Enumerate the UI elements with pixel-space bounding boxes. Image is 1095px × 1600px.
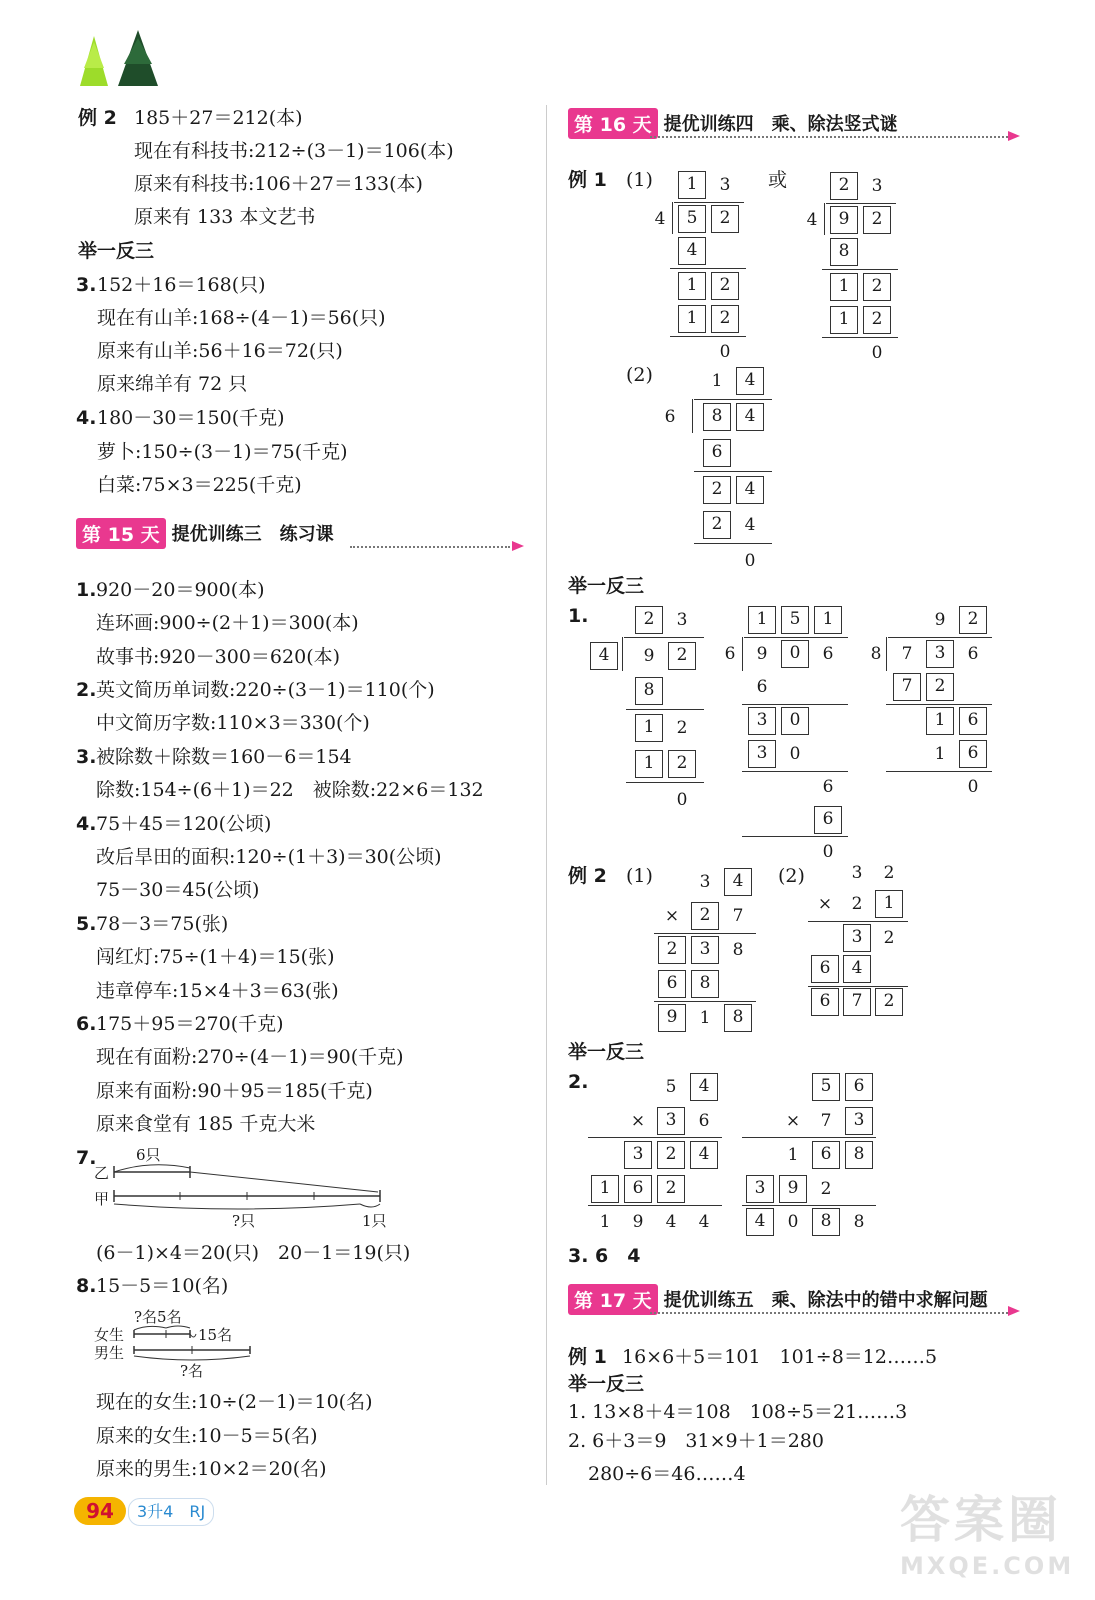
digit-box: 2: [863, 306, 891, 334]
text-line: 185＋27＝212(本): [134, 107, 303, 129]
digit: 6: [664, 407, 676, 427]
digit: 3: [719, 175, 731, 195]
digit-box: 3: [624, 1141, 652, 1169]
times-sign: ×: [664, 906, 680, 926]
text-line: 现在的女生:10÷(2－1)＝10(名): [96, 1391, 373, 1413]
digit-box: 2: [926, 673, 954, 701]
digit: 4: [744, 515, 756, 535]
digit-box: 4: [736, 403, 764, 431]
division-bar: [888, 637, 992, 638]
text-line: 被除数＋除数＝160－6＝154: [96, 746, 352, 768]
division-bracket: [672, 202, 673, 234]
diagram-label: ?只: [232, 1212, 256, 1230]
digit: 6: [822, 644, 834, 664]
digit-box: 2: [657, 1141, 685, 1169]
header-rule: [650, 136, 1008, 138]
division-bar: [826, 203, 896, 204]
text-line: 除数:154÷(6＋1)＝22 被除数:22×6＝132: [96, 779, 484, 801]
section-title: 提优训练三 练习课: [171, 524, 334, 545]
question-number: 1.: [76, 579, 97, 601]
digit: 4: [698, 1212, 710, 1232]
multiplication-line: [654, 1001, 756, 1002]
digit: 0: [789, 744, 801, 764]
text-line: 闯红灯:75÷(1＋4)＝15(张): [96, 946, 335, 968]
grade-label: 3升4 RJ: [128, 1498, 214, 1526]
digit-box: 1: [875, 890, 903, 918]
text-line: 原来有 133 本文艺书: [134, 206, 316, 228]
multiplication-line: [588, 1137, 722, 1138]
digit-box: 1: [814, 606, 842, 634]
digit-box: 2: [863, 273, 891, 301]
digit-box: 1: [678, 171, 706, 199]
digit-box: 6: [658, 970, 686, 998]
digit-box: 3: [748, 707, 776, 735]
digit-box: 2: [668, 750, 696, 778]
digit: 7: [732, 906, 744, 926]
digit: 1: [599, 1212, 611, 1232]
digit-box: 9: [779, 1175, 807, 1203]
digit: 1: [934, 744, 946, 764]
text-line: 2. 6＋3＝9 31×9＋1＝280: [568, 1430, 824, 1452]
digit-box: 1: [635, 750, 663, 778]
subtraction-line: [626, 709, 704, 710]
digit-box: 0: [781, 640, 809, 668]
digit: 6: [822, 777, 834, 797]
diagram-label: 甲: [94, 1190, 110, 1208]
digit-box: 8: [724, 1004, 752, 1032]
digit-box: 4: [736, 367, 764, 395]
times-sign: ×: [785, 1111, 801, 1131]
tree-icon: [76, 28, 166, 90]
digit-box: 2: [959, 606, 987, 634]
digit: 1: [699, 1008, 711, 1028]
subtraction-line: [742, 771, 848, 772]
diagram-label: ?名5名: [134, 1308, 182, 1326]
digit: 8: [870, 644, 882, 664]
text-line: 违章停车:15×4＋3＝63(张): [96, 980, 339, 1002]
digit: 9: [643, 646, 655, 666]
digit-box: 6: [959, 707, 987, 735]
digit: 2: [851, 894, 863, 914]
text-line: 中文简历字数:110×3＝330(个): [96, 712, 370, 734]
question-number: 2.: [568, 1071, 589, 1093]
digit-box: 0: [781, 707, 809, 735]
diagram-label: 乙: [94, 1164, 110, 1182]
digit-box: 4: [746, 1208, 774, 1236]
digit: 0: [822, 842, 834, 862]
digit-box: 3: [926, 640, 954, 668]
diagram-label: 15名: [198, 1326, 233, 1344]
digit-box: 9: [658, 1004, 686, 1032]
digit: 4: [806, 210, 818, 230]
multiplication-line: [808, 921, 908, 922]
question-number: 4.: [76, 813, 97, 835]
text-line: 152＋16＝168(只): [97, 274, 266, 296]
text-line: 280÷6＝46……4: [588, 1463, 746, 1485]
digit-box: 2: [711, 305, 739, 333]
digit-box: 5: [781, 606, 809, 634]
day-badge: 第 17 天: [568, 1284, 658, 1315]
text-line: 原来有科技书:106＋27＝133(本): [134, 173, 423, 195]
question-number: 7.: [76, 1147, 97, 1169]
text-line: 原来有山羊:56＋16＝72(只): [97, 340, 343, 362]
question-number: 8.: [76, 1275, 97, 1297]
digit-box: 8: [845, 1141, 873, 1169]
digit-box: 2: [711, 272, 739, 300]
question-number: 5.: [76, 913, 97, 935]
digit-box: 1: [748, 606, 776, 634]
text-line: (6－1)×4＝20(只) 20－1＝19(只): [96, 1242, 411, 1264]
division-bar: [744, 637, 848, 638]
digit-box: 3: [748, 740, 776, 768]
digit-box: 4: [724, 868, 752, 896]
day-badge: 第 16 天: [568, 108, 658, 139]
digit: 7: [820, 1111, 832, 1131]
digit: 2: [883, 863, 895, 883]
division-bracket: [824, 203, 825, 235]
digit-box: 1: [678, 272, 706, 300]
multiplication-line: [742, 1205, 876, 1206]
digit: 3: [851, 863, 863, 883]
text-line: 现在有山羊:168÷(4－1)＝56(只): [97, 307, 386, 329]
text-line: 175＋95＝270(千克): [96, 1013, 284, 1035]
division-bar: [674, 202, 744, 203]
digit: 2: [676, 718, 688, 738]
question-number: 1.: [568, 605, 589, 627]
digit-box: 4: [843, 955, 871, 983]
digit: 8: [732, 940, 744, 960]
question-number: 3.: [76, 274, 97, 296]
times-sign: ×: [817, 894, 833, 914]
division-bar: [694, 399, 772, 400]
example-2-label: 例 2: [78, 107, 117, 129]
text-line: 原来有面粉:90＋95＝185(千克): [96, 1080, 373, 1102]
day-16-header: [568, 108, 898, 138]
question-number: 6.: [76, 1013, 97, 1035]
digit-box: 2: [635, 606, 663, 634]
digit-box: 2: [711, 205, 739, 233]
digit: 0: [967, 777, 979, 797]
day-17-header: [568, 1284, 988, 1314]
digit-box: 6: [703, 439, 731, 467]
multiplication-line: [588, 1205, 722, 1206]
digit-box: 6: [814, 806, 842, 834]
digit: 0: [676, 790, 688, 810]
digit: 6: [698, 1111, 710, 1131]
digit: 9: [632, 1212, 644, 1232]
subtraction-line: [742, 704, 848, 705]
page-number: 94: [74, 1497, 126, 1525]
digit-box: 1: [678, 305, 706, 333]
digit-box: 8: [812, 1208, 840, 1236]
digit-box: 1: [830, 306, 858, 334]
part-label: (1): [626, 169, 653, 191]
digit-box: 7: [893, 673, 921, 701]
section-title: 提优训练五 乘、除法中的错中求解问题: [663, 1290, 988, 1311]
text-line: 改后旱田的面积:120÷(1＋3)＝30(公顷): [96, 846, 442, 868]
digit-box: 2: [668, 642, 696, 670]
text-line: 1. 13×8＋4＝108 108÷5＝21……3: [568, 1401, 908, 1423]
digit-box: 7: [843, 988, 871, 1016]
subtraction-line: [694, 543, 772, 544]
times-sign: ×: [630, 1111, 646, 1131]
digit-box: 2: [703, 511, 731, 539]
text-line: 原来绵羊有 72 只: [97, 373, 248, 395]
digit-box: 3: [746, 1175, 774, 1203]
multiplication-line: [654, 933, 756, 934]
header-rule: [350, 546, 510, 548]
digit: 2: [883, 928, 895, 948]
digit: 5: [665, 1077, 677, 1097]
digit-box: 4: [590, 642, 618, 670]
text-line: 故事书:920－300＝620(本): [96, 646, 341, 668]
subtraction-line: [886, 771, 992, 772]
question-number: 4.: [76, 407, 97, 429]
digit: 1: [787, 1145, 799, 1165]
diagram-label: 男生: [94, 1344, 125, 1362]
diagram-label: 女生: [94, 1326, 125, 1344]
text-line: 920－20＝900(本): [96, 579, 265, 601]
subtraction-line: [626, 782, 704, 783]
subtraction-line: [694, 471, 772, 472]
division-bar: [624, 637, 704, 638]
text-line: 180－30＝150(千克): [97, 407, 285, 429]
text-line: 78－3＝75(张): [96, 913, 229, 935]
header-rule: [650, 1312, 1008, 1314]
section-heading: 举一反三: [78, 240, 155, 262]
digit: 0: [871, 343, 883, 363]
digit-box: 6: [812, 1141, 840, 1169]
digit-box: 3: [657, 1107, 685, 1135]
subtraction-line: [742, 836, 848, 837]
line-segment-diagram: [130, 1322, 260, 1364]
digit: 3: [676, 610, 688, 630]
digit-box: 6: [845, 1073, 873, 1101]
text-line: 萝卜:150÷(3－1)＝75(千克): [97, 441, 348, 463]
text-line: 16×6＋5＝101 101÷8＝12……5: [622, 1346, 938, 1368]
day-15-header: [76, 518, 334, 548]
question-number: 2.: [76, 679, 97, 701]
division-bracket: [742, 637, 743, 671]
section-title: 提优训练四 乘、除法竖式谜: [663, 114, 898, 135]
digit-box: 1: [591, 1175, 619, 1203]
digit: 6: [724, 644, 736, 664]
subtraction-line: [670, 268, 746, 269]
text-line: 现在有科技书:212÷(3－1)＝106(本): [134, 140, 454, 162]
example-1-label: 例 1: [568, 1346, 607, 1368]
digit: 6: [756, 677, 768, 697]
digit: 3: [699, 872, 711, 892]
text-line: 白菜:75×3＝225(千克): [97, 474, 302, 496]
line-segment-diagram: [110, 1160, 390, 1215]
part-label: (2): [778, 865, 805, 887]
subtraction-line: [670, 336, 746, 337]
watermark-text: 答案圈: [900, 1491, 1062, 1549]
text-line: 原来食堂有 185 千克大米: [96, 1113, 316, 1135]
digit-box: 2: [658, 936, 686, 964]
watermark-url: MXQE.COM: [900, 1552, 1075, 1580]
digit-box: 4: [736, 476, 764, 504]
text-line: 75＋45＝120(公顷): [96, 813, 272, 835]
section-heading: 举一反三: [568, 575, 645, 597]
digit-box: 6: [811, 988, 839, 1016]
digit: 1: [711, 371, 723, 391]
diagram-label: 6只: [136, 1146, 161, 1164]
digit: 9: [934, 610, 946, 630]
watermark: [900, 1480, 1075, 1590]
diagram-label: 1只: [362, 1212, 387, 1230]
text-line: 15－5＝10(名): [96, 1275, 229, 1297]
text-line: 现在有面粉:270÷(4－1)＝90(千克): [96, 1046, 404, 1068]
digit: 0: [787, 1212, 799, 1232]
digit: 2: [820, 1179, 832, 1199]
digit-box: 2: [657, 1175, 685, 1203]
division-bracket: [622, 637, 623, 671]
digit: 4: [665, 1212, 677, 1232]
section-heading: 举一反三: [568, 1373, 645, 1395]
digit: 6: [967, 644, 979, 664]
digit: 0: [719, 342, 731, 362]
part-label: (1): [626, 865, 653, 887]
example-2-label: 例 2: [568, 865, 607, 887]
digit-box: 5: [678, 205, 706, 233]
multiplication-line: [742, 1137, 876, 1138]
digit-box: 3: [691, 936, 719, 964]
diagram-label: ?名: [180, 1362, 204, 1380]
digit: 9: [756, 644, 768, 664]
question-number: 3.: [76, 746, 97, 768]
digit-box: 8: [691, 970, 719, 998]
digit-box: 2: [875, 988, 903, 1016]
arrow-icon: [1008, 1306, 1020, 1316]
example-1-label: 例 1: [568, 169, 607, 191]
section-heading: 举一反三: [568, 1041, 645, 1063]
digit-box: 2: [691, 902, 719, 930]
digit: 0: [744, 551, 756, 571]
text-line: 原来的女生:10－5＝5(名): [96, 1425, 318, 1447]
digit-box: 4: [690, 1141, 718, 1169]
digit-box: 4: [690, 1073, 718, 1101]
digit-box: 6: [959, 740, 987, 768]
digit-box: 8: [635, 677, 663, 705]
text-line: 75－30＝45(公顷): [96, 879, 260, 901]
digit-box: 6: [811, 955, 839, 983]
digit-box: 2: [703, 476, 731, 504]
answer-line: 3. 6 4: [568, 1245, 641, 1267]
division-bracket: [886, 637, 887, 671]
digit-box: 4: [678, 237, 706, 265]
text-line: 连环画:900÷(2＋1)＝300(本): [96, 612, 359, 634]
digit: 3: [871, 176, 883, 196]
digit-box: 8: [703, 403, 731, 431]
arrow-icon: [512, 541, 524, 551]
digit-box: 3: [845, 1107, 873, 1135]
text-line: 原来的男生:10×2＝20(名): [96, 1458, 327, 1480]
column-divider: [546, 105, 547, 1485]
digit-box: 2: [863, 206, 891, 234]
subtraction-line: [886, 704, 992, 705]
subtraction-line: [822, 269, 898, 270]
arrow-icon: [1008, 131, 1020, 141]
subtraction-line: [822, 337, 898, 338]
digit-box: 1: [926, 707, 954, 735]
digit-box: 3: [843, 924, 871, 952]
digit-box: 9: [830, 206, 858, 234]
digit-box: 1: [635, 714, 663, 742]
digit-box: 2: [830, 172, 858, 200]
division-bracket: [692, 399, 693, 433]
multiplication-line: [808, 986, 908, 987]
digit-box: 6: [624, 1175, 652, 1203]
digit-box: 1: [830, 273, 858, 301]
digit-box: 8: [830, 238, 858, 266]
digit: 4: [654, 209, 666, 229]
day-badge: 第 15 天: [76, 518, 166, 549]
digit: 7: [901, 644, 913, 664]
part-label: (2): [626, 364, 653, 386]
text-line: 英文简历单词数:220÷(3－1)＝110(个): [96, 679, 435, 701]
digit: 8: [853, 1212, 865, 1232]
digit-box: 5: [812, 1073, 840, 1101]
or-label: 或: [768, 169, 788, 191]
